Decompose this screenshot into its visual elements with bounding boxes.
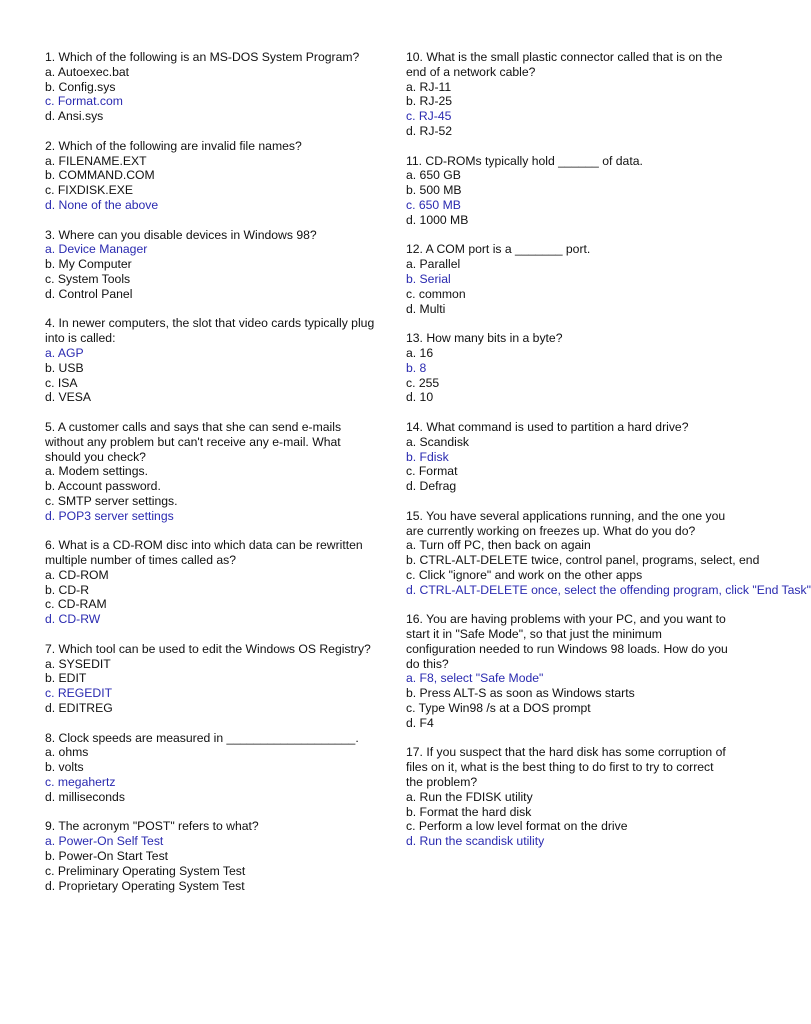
question-text: 1. Which of the following is an MS-DOS System Program? (45, 50, 360, 64)
question-text: 12. A COM port is a _______ port. (406, 242, 591, 257)
answer-option: d. EDITREG (45, 701, 113, 716)
answer-option: c. Type Win98 /s at a DOS prompt (406, 701, 591, 716)
correct-answer-option: b. 8 (406, 360, 427, 375)
answer-option: c. SMTP server settings. (45, 493, 178, 508)
answer-option: d. RJ-52 (406, 123, 453, 138)
answer-option: a. Parallel (406, 257, 461, 272)
answer-option: d. 10 (406, 390, 434, 405)
correct-answer-option: c. REGEDIT (45, 686, 113, 701)
question-text: 13. How many bits in a byte? (406, 331, 563, 346)
question-text: 6. What is a CD-ROM disc into which data can be rewritten multiple number of times called as? (45, 538, 363, 568)
question-text: 3. Where can you disable devices in Windows 98? (45, 227, 317, 242)
answer-option: d. F4 (406, 715, 434, 730)
correct-answer-option: c. RJ-45 (406, 109, 452, 124)
answer-option: b. CTRL-ALT-DELETE twice, control panel, programs, select, end (406, 553, 760, 568)
answer-option: c. CD-RAM (45, 597, 107, 612)
question-text: 11. CD-ROMs typically hold ______ of data. (406, 153, 643, 168)
correct-answer-option: a. F8, select "Safe Mode" (406, 671, 544, 686)
answer-option: a. 16 (406, 345, 434, 360)
answer-option: a. SYSEDIT (45, 656, 111, 671)
answer-option: c. common (406, 286, 466, 301)
right-question-column (406, 50, 811, 864)
question-text: 14. What command is used to partition a hard drive? (406, 419, 689, 434)
correct-answer-option: d. POP3 server settings (45, 508, 174, 523)
question-text: 5. A customer calls and says that she can send e-mails without any problem but can't receive any e-mail. What should you check? (45, 419, 342, 464)
correct-answer-option: b. Fdisk (406, 449, 449, 464)
answer-option: a. Run the FDISK utility (406, 789, 533, 804)
question-block (406, 612, 728, 730)
answer-option: d. Defrag (406, 479, 457, 494)
question-block (45, 538, 375, 627)
correct-answer-option: d. None of the above (45, 197, 159, 212)
question-block (45, 228, 375, 302)
correct-answer-option: b. Serial (406, 271, 451, 286)
answer-option: a. 650 GB (406, 168, 461, 183)
answer-option: d. Proprietary Operating System Test (45, 878, 245, 893)
answer-option: b. Account password. (45, 479, 161, 494)
answer-option: c. Click "ignore" and work on the other apps (406, 567, 643, 582)
correct-answer-option: c. 650 MB (406, 197, 461, 212)
question-block (406, 50, 728, 139)
answer-option: d. Ansi.sys (45, 109, 104, 124)
question-text: 9. The acronym "POST" refers to what? (45, 819, 259, 834)
answer-option: d. VESA (45, 390, 92, 405)
question-text: 15. You have several applications running, and the one you are currently working on freezes up. What do you do? (406, 508, 726, 538)
answer-option: a. RJ-11 (406, 79, 452, 94)
question-text: 7. Which tool can be used to edit the Windows OS Registry? (45, 641, 371, 656)
answer-option: d. Multi (406, 301, 446, 316)
answer-option: a. ohms (45, 745, 89, 760)
question-block (406, 420, 728, 494)
question-block (406, 508, 811, 598)
answer-option: a. FILENAME.EXT (45, 153, 147, 168)
correct-answer-option: c. Format.com (45, 94, 123, 109)
answer-option: a. CD-ROM (45, 567, 109, 582)
answer-option: b. volts (45, 760, 84, 775)
question-text: 16. You are having problems with your PC, and you want to start it in "Safe Mode", so that just the minimum configuration needed to run Windows 98 loads. How do you do this? (406, 612, 728, 671)
question-text: 2. Which of the following are invalid file names? (45, 138, 302, 153)
answer-option: c. FIXDISK.EXE (45, 183, 134, 198)
question-block (45, 819, 375, 893)
answer-option: b. My Computer (45, 257, 132, 272)
answer-option: a. Autoexec.bat (45, 64, 130, 79)
question-block (406, 745, 728, 849)
answer-option: b. Press ALT-S as soon as Windows starts (406, 686, 635, 701)
answer-option: c. System Tools (45, 271, 131, 286)
question-block (406, 331, 728, 405)
question-text: 8. Clock speeds are measured in ___________________. (45, 730, 359, 745)
answer-option: b. Format the hard disk (406, 804, 532, 819)
question-block (406, 154, 728, 228)
answer-option: c. 255 (406, 375, 440, 390)
answer-option: d. Control Panel (45, 286, 133, 301)
answer-option: a. Scandisk (406, 434, 470, 449)
answer-option: b. CD-R (45, 582, 90, 597)
correct-answer-option: d. Run the scandisk utility (406, 834, 545, 849)
answer-option: a. Modem settings. (45, 464, 148, 479)
question-text: 4. In newer computers, the slot that video cards typically plug into is called: (45, 316, 375, 346)
question-block (45, 50, 375, 124)
answer-option: a. Turn off PC, then back on again (406, 538, 591, 553)
answer-option: b. EDIT (45, 671, 87, 686)
answer-option: b. USB (45, 360, 84, 375)
answer-option: b. Power-On Start Test (45, 849, 169, 864)
answer-option: c. Perform a low level format on the drive (406, 819, 628, 834)
question-text: 17. If you suspect that the hard disk has some corruption of files on it, what is the best thing to do first to try to correct the problem? (406, 745, 726, 790)
question-block (45, 642, 375, 716)
question-text: 10. What is the small plastic connector called that is on the end of a network cable? (406, 50, 723, 79)
answer-option: b. COMMAND.COM (45, 168, 155, 183)
correct-answer-option: a. Power-On Self Test (45, 834, 164, 849)
answer-option: d. milliseconds (45, 789, 125, 804)
answer-option: c. Format (406, 464, 458, 479)
correct-answer-option: c. megahertz (45, 775, 116, 790)
correct-answer-option: d. CTRL-ALT-DELETE once, select the offending program, click "End Task" (406, 582, 811, 597)
answer-option: c. Preliminary Operating System Test (45, 863, 246, 878)
answer-option: b. Config.sys (45, 79, 116, 94)
question-block (406, 242, 728, 316)
question-block (45, 316, 375, 405)
answer-option: d. 1000 MB (406, 212, 469, 227)
answer-option: b. 500 MB (406, 183, 462, 198)
correct-answer-option: a. AGP (45, 345, 84, 360)
answer-option: b. RJ-25 (406, 94, 453, 109)
question-block (45, 731, 375, 805)
question-block (45, 139, 375, 213)
left-question-column (45, 50, 375, 908)
question-block (45, 420, 375, 524)
answer-option: c. ISA (45, 375, 78, 390)
correct-answer-option: a. Device Manager (45, 242, 148, 257)
correct-answer-option: d. CD-RW (45, 612, 101, 627)
